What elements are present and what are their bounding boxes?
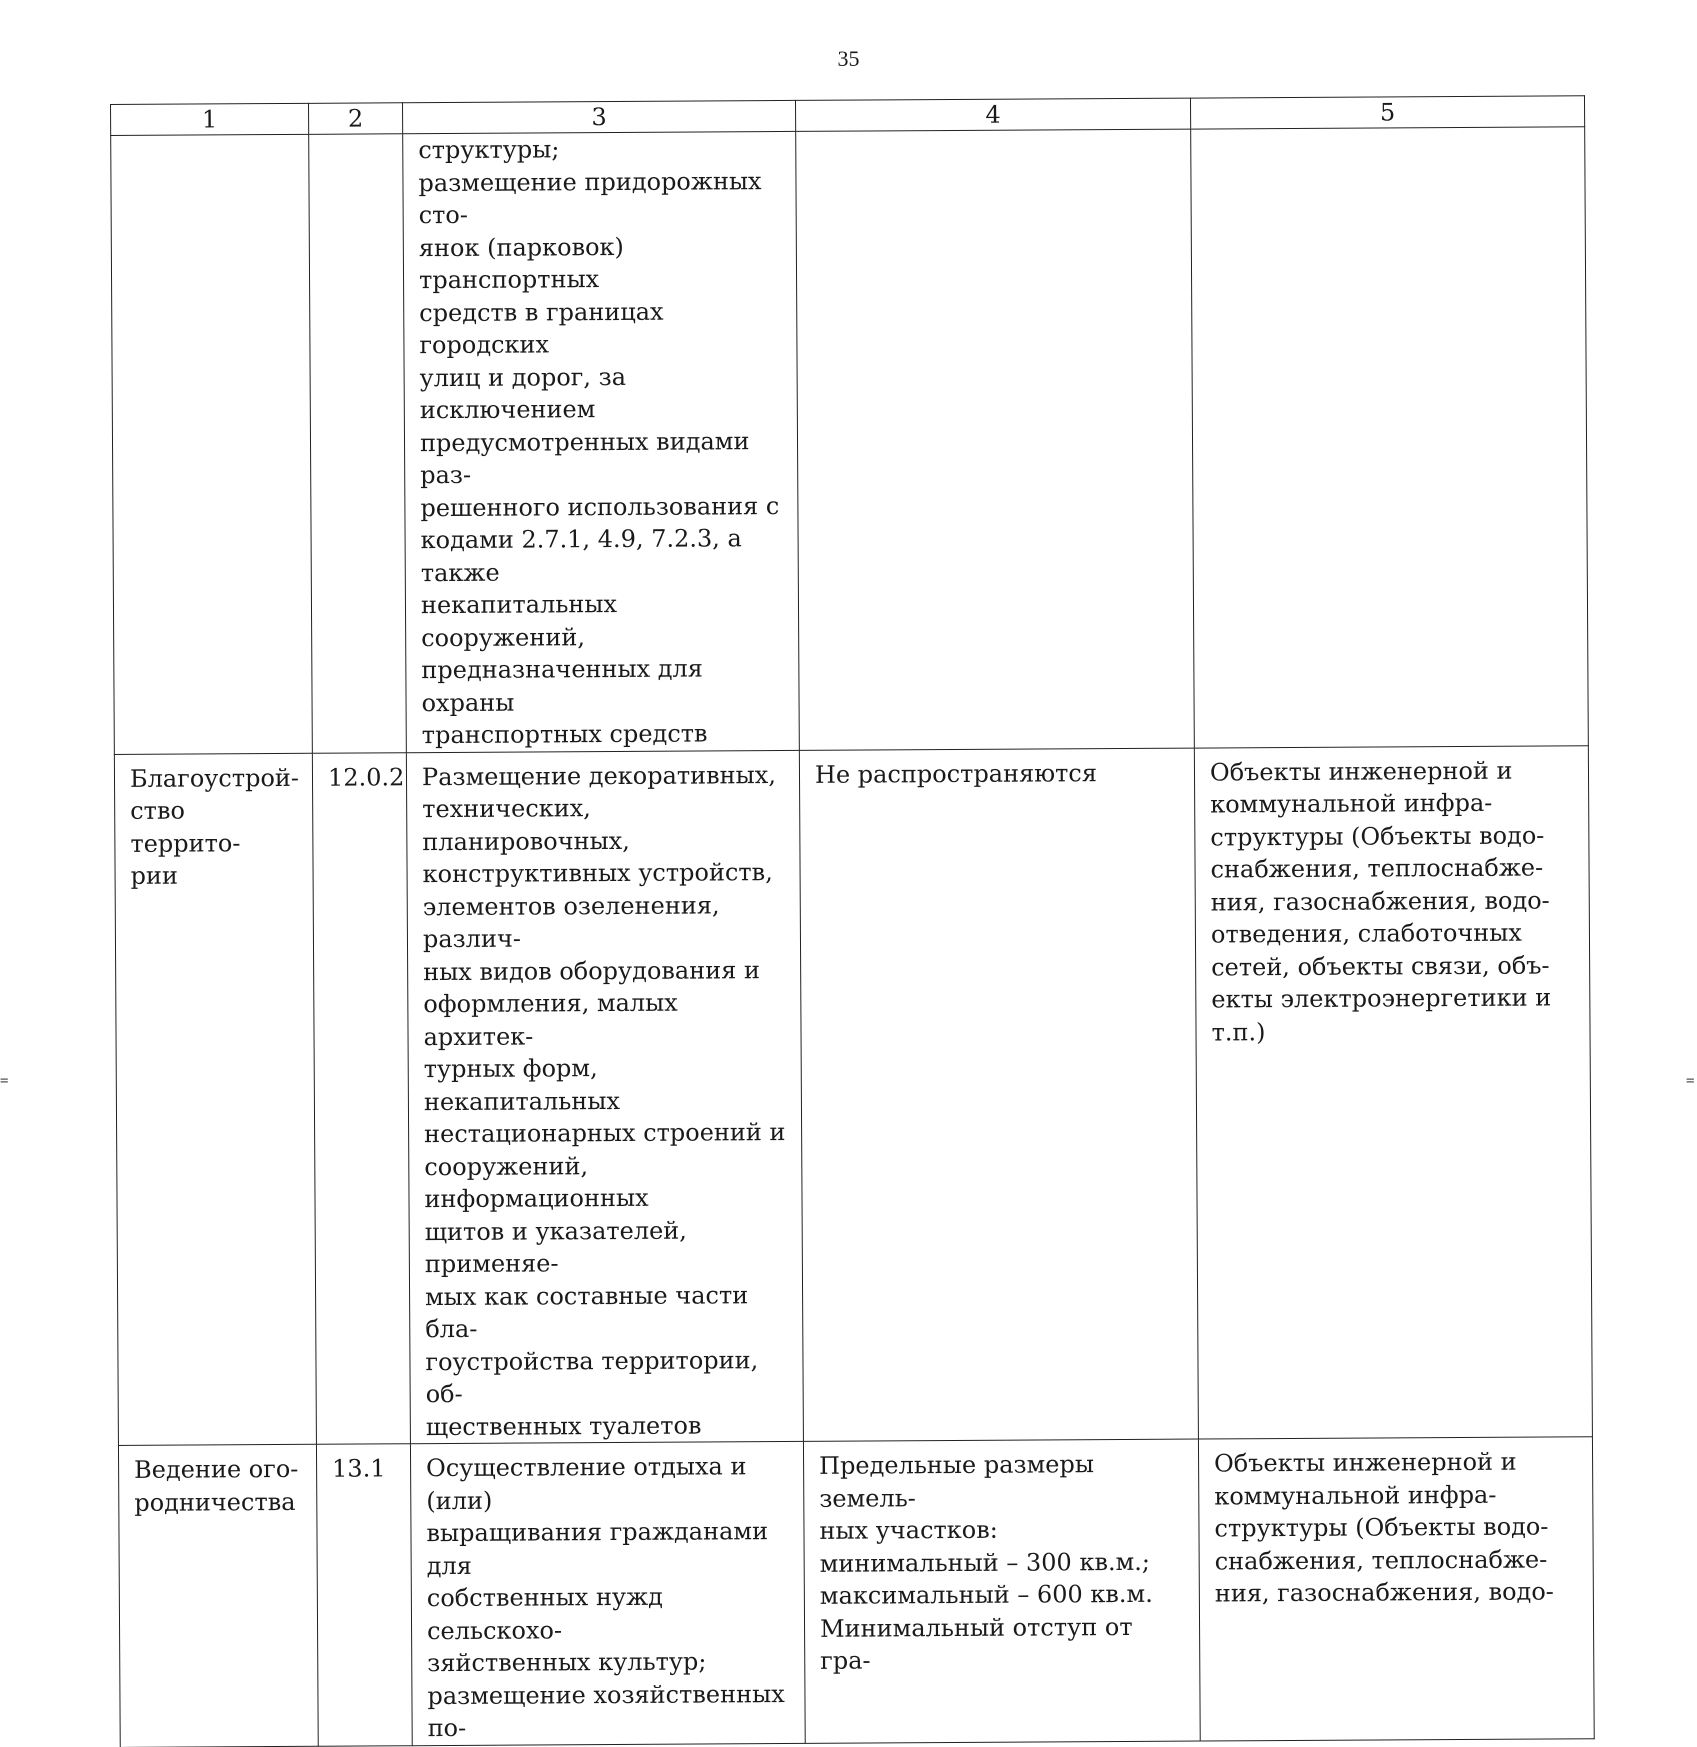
use-description-cell: Размещение декоративных, технических, планировочных, конструктивных устройств, элементов озеленения, различ- ных видов оборудования и оформления, малых архитек- турных форм, некапитальных нестационарных строений и сооружений, информационных щитов и указателей, применяе- мых как составные части бла- гоустройства территории, об- щественных туалетов [406, 750, 803, 1444]
table-row [114, 745, 1592, 1445]
use-description-cell: Осуществление отдыха и (или) выращивания гражданами для собственных нужд сельскохо- зяйственных культур; размещение хозяйственных по- [410, 1441, 805, 1745]
zoning-table [110, 95, 1595, 1747]
parameters-cell: Не распространяются [799, 748, 1198, 1442]
column-header: 1 [111, 103, 309, 135]
table-row [118, 1437, 1594, 1747]
column-header: 5 [1190, 96, 1584, 129]
parameters-cell: Предельные размеры земель- ных участков: минимальный – 300 кв.м.; максимальный – 600 кв.м. Минимальный отступ от гра- [803, 1439, 1200, 1743]
use-code-cell: 12.0.2 [312, 752, 410, 1444]
document-table-container [110, 95, 1594, 1747]
table-row [111, 127, 1589, 754]
use-code-cell: 13.1 [316, 1444, 412, 1746]
use-description-cell: структуры; размещение придорожных сто- янок (парковок) транспортных средств в границах городских улиц и дорог, за исключением предусмотренных видами раз- решенного использования с кодами 2.7.1, 4.9, 7.2.3, а также некапитальных сооружений, предназначенных для охраны транспортных средств [403, 131, 800, 752]
right-margin-mark: = [1686, 1073, 1695, 1089]
parameters-cell [796, 129, 1195, 750]
left-margin-mark: = [0, 1073, 9, 1089]
use-type-name-cell: Ведение ого- родничества [118, 1444, 318, 1747]
use-code-cell [309, 134, 407, 753]
use-type-name-cell [111, 134, 313, 754]
column-header: 4 [795, 98, 1190, 131]
use-type-name-cell: Благоустрой- ство террито- рии [114, 753, 316, 1446]
column-header: 3 [402, 100, 795, 133]
objects-cell [1191, 127, 1589, 748]
objects-cell: Объекты инженерной и коммунальной инфра- структуры (Объекты водо- снабжения, теплоснабже- ния, газоснабжения, водо- [1198, 1437, 1594, 1741]
page-number: 35 [837, 46, 860, 71]
objects-cell: Объекты инженерной и коммунальной инфра- структуры (Объекты водо- снабжения, теплоснабже- ния, газоснабжения, водо- отведения, слаботочных сетей, объекты связи, объ- екты электроэнергетики и т.п.) [1194, 745, 1592, 1439]
column-header: 2 [308, 103, 402, 135]
